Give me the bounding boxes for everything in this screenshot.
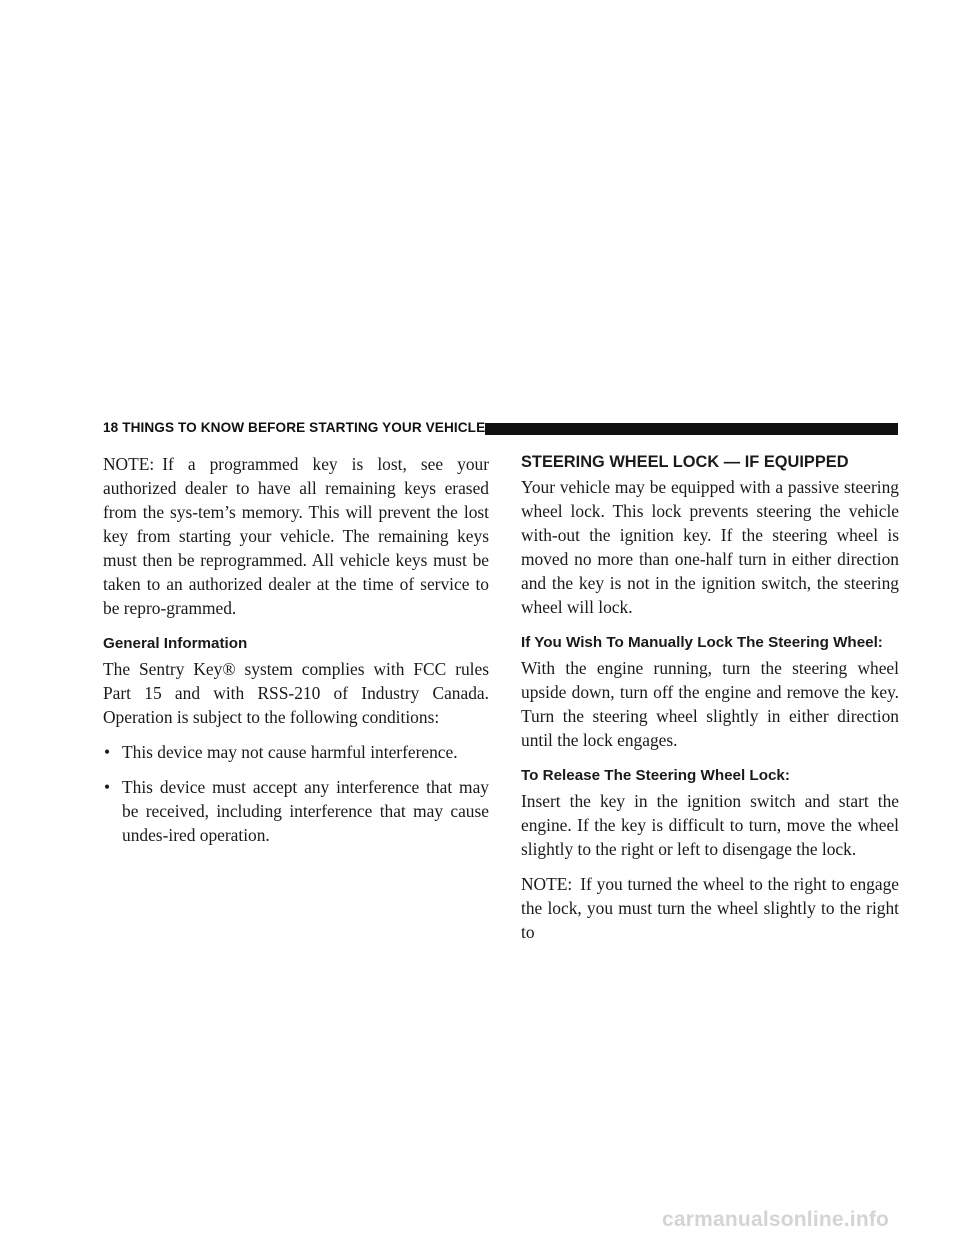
bullet-icon: • bbox=[104, 777, 111, 797]
left-column bbox=[103, 452, 489, 858]
release-lock-text: Insert the key in the ignition switch and start the engine. If the key is difficult to turn, move the wheel slightly to the right or left to disengage the lock. bbox=[521, 791, 899, 859]
list-item-text: This device must accept any interference that may be received, including interference that may cause undes-ired operation. bbox=[122, 777, 489, 845]
general-information-text: The Sentry Key® system complies with FCC rules Part 15 and with RSS-210 of Industry Canada. Operation is subject to the following conditions: bbox=[103, 659, 489, 727]
list-item bbox=[103, 740, 489, 764]
note-label: NOTE: bbox=[103, 454, 155, 474]
note-text: If you turned the wheel to the right to engage the lock, you must turn the wheel slightly to the right to bbox=[521, 874, 899, 942]
note-text: If a programmed key is lost, see your authorized dealer to have all remaining keys erased from the sys-tem’s memory. This will prevent the lost key from starting your vehicle. The remaining keys must then be reprogrammed. All vehicle keys must be taken to an authorized dealer at the time of service to be repro-grammed. bbox=[103, 454, 489, 618]
page-header-title: 18 THINGS TO KNOW BEFORE STARTING YOUR VEHICLE bbox=[103, 420, 486, 435]
list-item-text: This device may not cause harmful interference. bbox=[122, 742, 458, 762]
note-paragraph bbox=[521, 872, 899, 944]
steering-wheel-lock-text: Your vehicle may be equipped with a passive steering wheel lock. This lock prevents steering the vehicle with-out the ignition key. If the steering wheel is moved no more than one-half turn in either direction and the key is not in the ignition switch, the steering wheel will lock. bbox=[521, 477, 899, 617]
site-watermark: carmanualsonline.info bbox=[662, 1208, 890, 1231]
manual-lock-heading: If You Wish To Manually Lock The Steering Wheel: bbox=[521, 634, 883, 651]
manual-lock-text: With the engine running, turn the steering wheel upside down, turn off the engine and remove the key. Turn the steering wheel slightly in either direction until the lock engages. bbox=[521, 658, 899, 750]
right-column bbox=[521, 452, 899, 955]
note-paragraph bbox=[103, 452, 489, 620]
bullet-icon: • bbox=[104, 742, 111, 762]
note-label: NOTE: bbox=[521, 874, 573, 894]
general-information-heading: General Information bbox=[103, 635, 248, 652]
conditions-list bbox=[103, 740, 489, 847]
steering-wheel-lock-heading: STEERING WHEEL LOCK — IF EQUIPPED bbox=[521, 453, 849, 471]
header-rule-bar bbox=[485, 423, 898, 435]
release-lock-heading: To Release The Steering Wheel Lock: bbox=[521, 767, 790, 784]
list-item bbox=[103, 775, 489, 847]
running-header bbox=[103, 418, 898, 440]
